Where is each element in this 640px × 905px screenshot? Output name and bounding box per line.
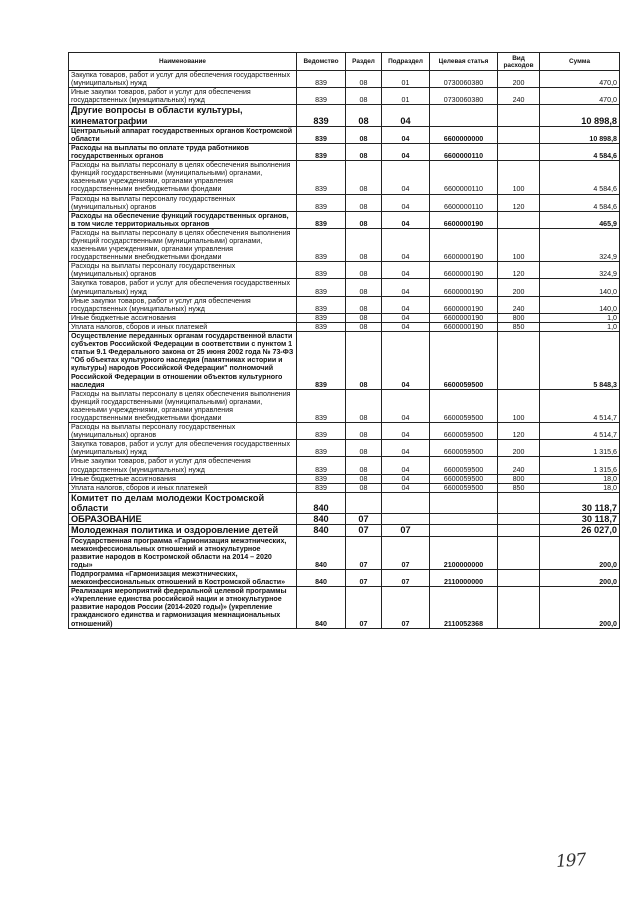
- table-row: [69, 483, 620, 492]
- cell-section: 08: [346, 322, 382, 331]
- cell-target: 6600000190: [430, 211, 498, 228]
- cell-exptype: [498, 587, 540, 628]
- cell-exptype: [498, 514, 540, 525]
- header-exptype: Вид расходов: [498, 53, 540, 71]
- cell-target: 6600000190: [430, 313, 498, 322]
- table-row: [69, 194, 620, 211]
- cell-sum: 324,9: [540, 228, 620, 261]
- cell-sum: 200,0: [540, 570, 620, 587]
- cell-subsection: 04: [382, 228, 430, 261]
- cell-name: ОБРАЗОВАНИЕ: [69, 514, 297, 525]
- cell-sum: 200,0: [540, 587, 620, 628]
- cell-name: Иные закупки товаров, работ и услуг для обеспечения государственных (муниципальных) нужд: [69, 296, 297, 313]
- cell-subsection: 04: [382, 143, 430, 160]
- cell-name: Подпрограмма «Гармонизация межэтнических, межконфессиональных отношений в Костромской области»: [69, 570, 297, 587]
- cell-sum: 470,0: [540, 71, 620, 88]
- table-body: [69, 71, 620, 629]
- cell-dept: 839: [297, 279, 346, 296]
- cell-target: 0730060380: [430, 88, 498, 105]
- cell-target: 6600059500: [430, 457, 498, 474]
- cell-sum: 200,0: [540, 536, 620, 569]
- cell-exptype: 240: [498, 457, 540, 474]
- cell-subsection: 04: [382, 211, 430, 228]
- cell-dept: 839: [297, 211, 346, 228]
- cell-sum: 1,0: [540, 322, 620, 331]
- cell-sum: 10 898,8: [540, 105, 620, 126]
- cell-dept: 840: [297, 570, 346, 587]
- cell-sum: 18,0: [540, 483, 620, 492]
- cell-name: Расходы на выплаты персоналу государственных (муниципальных) органов: [69, 423, 297, 440]
- cell-sum: 1 315,6: [540, 457, 620, 474]
- cell-subsection: 07: [382, 587, 430, 628]
- cell-name: Расходы на выплаты персоналу в целях обеспечения выполнения функций государственными (муниципальными) органами, казенными учреждениями, органами управления государственными внебюджетными фондами: [69, 389, 297, 422]
- cell-sum: 1 315,6: [540, 440, 620, 457]
- cell-subsection: [382, 514, 430, 525]
- cell-subsection: 04: [382, 322, 430, 331]
- cell-dept: 839: [297, 474, 346, 483]
- cell-name: Другие вопросы в области культуры, кинематографии: [69, 105, 297, 126]
- table-row: [69, 389, 620, 422]
- header-sum: Сумма: [540, 53, 620, 71]
- cell-section: 08: [346, 474, 382, 483]
- cell-sum: 30 118,7: [540, 514, 620, 525]
- cell-dept: 840: [297, 525, 346, 536]
- cell-target: 6600059500: [430, 483, 498, 492]
- cell-target: 2100000000: [430, 536, 498, 569]
- cell-target: [430, 492, 498, 513]
- cell-target: 6600059500: [430, 440, 498, 457]
- table-row: [69, 587, 620, 628]
- cell-exptype: 100: [498, 389, 540, 422]
- cell-target: [430, 105, 498, 126]
- table-row: [69, 296, 620, 313]
- cell-sum: 4 514,7: [540, 423, 620, 440]
- cell-sum: 465,9: [540, 211, 620, 228]
- cell-section: 08: [346, 161, 382, 194]
- cell-sum: 4 584,6: [540, 194, 620, 211]
- cell-subsection: 04: [382, 332, 430, 390]
- cell-subsection: 01: [382, 71, 430, 88]
- cell-subsection: 04: [382, 296, 430, 313]
- cell-name: Расходы на выплаты персоналу в целях обеспечения выполнения функций государственными (муниципальными) органами, казенными учреждениями, органами управления государственными внебюджетными фондами: [69, 161, 297, 194]
- cell-target: 2110052368: [430, 587, 498, 628]
- table-row: [69, 536, 620, 569]
- cell-section: 08: [346, 389, 382, 422]
- cell-target: 2110000000: [430, 570, 498, 587]
- cell-dept: 839: [297, 322, 346, 331]
- cell-exptype: [498, 126, 540, 143]
- cell-target: [430, 525, 498, 536]
- table-row: [69, 279, 620, 296]
- cell-subsection: 07: [382, 570, 430, 587]
- cell-dept: 839: [297, 228, 346, 261]
- cell-dept: 839: [297, 313, 346, 322]
- cell-dept: 839: [297, 194, 346, 211]
- cell-subsection: 04: [382, 105, 430, 126]
- table-row: [69, 440, 620, 457]
- cell-name: Комитет по делам молодежи Костромской области: [69, 492, 297, 513]
- cell-sum: 4 584,6: [540, 161, 620, 194]
- cell-dept: 839: [297, 262, 346, 279]
- cell-dept: 839: [297, 296, 346, 313]
- header-section: Раздел: [346, 53, 382, 71]
- cell-subsection: 01: [382, 88, 430, 105]
- cell-sum: 26 027,0: [540, 525, 620, 536]
- table-row: [69, 474, 620, 483]
- cell-name: Расходы на выплаты персоналу государственных (муниципальных) органов: [69, 262, 297, 279]
- cell-section: 08: [346, 296, 382, 313]
- cell-dept: 839: [297, 126, 346, 143]
- cell-name: Молодежная политика и оздоровление детей: [69, 525, 297, 536]
- cell-section: 08: [346, 440, 382, 457]
- cell-exptype: [498, 332, 540, 390]
- cell-target: 6600000190: [430, 296, 498, 313]
- cell-section: 08: [346, 143, 382, 160]
- cell-section: 08: [346, 332, 382, 390]
- cell-subsection: 07: [382, 536, 430, 569]
- cell-section: [346, 492, 382, 513]
- cell-section: 08: [346, 211, 382, 228]
- cell-exptype: [498, 525, 540, 536]
- table-row: [69, 211, 620, 228]
- cell-subsection: [382, 492, 430, 513]
- table-row: [69, 71, 620, 88]
- cell-target: 6600000190: [430, 322, 498, 331]
- cell-section: 08: [346, 228, 382, 261]
- table-row: [69, 262, 620, 279]
- cell-dept: 839: [297, 423, 346, 440]
- cell-sum: 30 118,7: [540, 492, 620, 513]
- cell-dept: 839: [297, 457, 346, 474]
- cell-section: 08: [346, 105, 382, 126]
- table-row: [69, 313, 620, 322]
- cell-exptype: 200: [498, 440, 540, 457]
- cell-exptype: 200: [498, 279, 540, 296]
- cell-name: Закупка товаров, работ и услуг для обеспечения государственных (муниципальных) нужд: [69, 71, 297, 88]
- cell-subsection: 04: [382, 126, 430, 143]
- cell-name: Иные закупки товаров, работ и услуг для обеспечения государственных (муниципальных) нужд: [69, 457, 297, 474]
- cell-exptype: 120: [498, 423, 540, 440]
- cell-name: Иные бюджетные ассигнования: [69, 313, 297, 322]
- table-row: [69, 514, 620, 525]
- cell-exptype: 100: [498, 228, 540, 261]
- cell-target: 0730060380: [430, 71, 498, 88]
- cell-exptype: 800: [498, 313, 540, 322]
- table-row: [69, 143, 620, 160]
- cell-exptype: 120: [498, 262, 540, 279]
- cell-dept: 840: [297, 492, 346, 513]
- cell-dept: 839: [297, 71, 346, 88]
- table-row: [69, 423, 620, 440]
- cell-section: 08: [346, 423, 382, 440]
- cell-section: 08: [346, 126, 382, 143]
- cell-target: 6600000110: [430, 143, 498, 160]
- cell-name: Центральный аппарат государственных органов Костромской области: [69, 126, 297, 143]
- cell-sum: 324,9: [540, 262, 620, 279]
- cell-section: 08: [346, 194, 382, 211]
- page-number: 197: [555, 849, 587, 873]
- cell-sum: 140,0: [540, 296, 620, 313]
- cell-target: 6600000110: [430, 161, 498, 194]
- cell-target: 6600059500: [430, 389, 498, 422]
- cell-subsection: 07: [382, 525, 430, 536]
- cell-section: 08: [346, 457, 382, 474]
- cell-target: 6600000110: [430, 194, 498, 211]
- cell-section: 08: [346, 88, 382, 105]
- cell-section: 08: [346, 71, 382, 88]
- cell-subsection: 04: [382, 474, 430, 483]
- cell-exptype: 800: [498, 474, 540, 483]
- cell-name: Осуществление переданных органам государственной власти субъектов Российской Федерации в соответствии с пунктом 1 статьи 9.1 Федерального закона от 25 июня 2002 года № 73-ФЗ "Об объектах культурного наследия (памятниках истории и культуры) народов Российской Федерации" полномочий Российской Федерации в отношении объектов культурного наследия: [69, 332, 297, 390]
- cell-target: [430, 514, 498, 525]
- cell-sum: 470,0: [540, 88, 620, 105]
- cell-subsection: 04: [382, 279, 430, 296]
- cell-exptype: 850: [498, 322, 540, 331]
- cell-name: Закупка товаров, работ и услуг для обеспечения государственных (муниципальных) нужд: [69, 440, 297, 457]
- cell-sum: 10 898,8: [540, 126, 620, 143]
- cell-dept: 840: [297, 587, 346, 628]
- cell-target: 6600059500: [430, 474, 498, 483]
- cell-exptype: [498, 492, 540, 513]
- cell-dept: 839: [297, 389, 346, 422]
- cell-sum: 1,0: [540, 313, 620, 322]
- cell-sum: 4 584,6: [540, 143, 620, 160]
- cell-dept: 839: [297, 143, 346, 160]
- cell-section: 07: [346, 587, 382, 628]
- cell-sum: 4 514,7: [540, 389, 620, 422]
- header-name: Наименование: [69, 53, 297, 71]
- cell-subsection: 04: [382, 423, 430, 440]
- cell-section: 07: [346, 514, 382, 525]
- cell-name: Расходы на выплаты персоналу государственных (муниципальных) органов: [69, 194, 297, 211]
- cell-exptype: [498, 105, 540, 126]
- table-row: [69, 457, 620, 474]
- cell-exptype: [498, 211, 540, 228]
- cell-section: 07: [346, 536, 382, 569]
- cell-sum: 140,0: [540, 279, 620, 296]
- table-row: [69, 322, 620, 331]
- cell-name: Реализация мероприятий федеральной целевой программы «Укрепление единства российской нации и этнокультурное развитие народов России (2014-2020 годы)» (укрепление гражданского единства и гармонизация межнациональных отношений): [69, 587, 297, 628]
- cell-dept: 839: [297, 161, 346, 194]
- cell-dept: 839: [297, 88, 346, 105]
- table-row: [69, 105, 620, 126]
- cell-subsection: 04: [382, 483, 430, 492]
- cell-section: 08: [346, 313, 382, 322]
- cell-subsection: 04: [382, 194, 430, 211]
- header-dept: Ведомство: [297, 53, 346, 71]
- cell-subsection: 04: [382, 313, 430, 322]
- cell-section: 08: [346, 483, 382, 492]
- cell-exptype: 240: [498, 296, 540, 313]
- cell-subsection: 04: [382, 457, 430, 474]
- cell-exptype: 120: [498, 194, 540, 211]
- cell-name: Уплата налогов, сборов и иных платежей: [69, 483, 297, 492]
- header-subsection: Подраздел: [382, 53, 430, 71]
- cell-exptype: [498, 143, 540, 160]
- cell-subsection: 04: [382, 440, 430, 457]
- header-target: Целевая статья: [430, 53, 498, 71]
- table-row: [69, 126, 620, 143]
- table-row: [69, 525, 620, 536]
- table-header-row: [69, 53, 620, 71]
- table-row: [69, 570, 620, 587]
- cell-name: Закупка товаров, работ и услуг для обеспечения государственных (муниципальных) нужд: [69, 279, 297, 296]
- cell-section: 08: [346, 279, 382, 296]
- cell-target: 6600000190: [430, 279, 498, 296]
- cell-dept: 840: [297, 536, 346, 569]
- table-row: [69, 88, 620, 105]
- cell-dept: 839: [297, 440, 346, 457]
- cell-exptype: [498, 570, 540, 587]
- cell-subsection: 04: [382, 161, 430, 194]
- cell-target: 6600000190: [430, 228, 498, 261]
- cell-exptype: [498, 536, 540, 569]
- cell-target: 6600059500: [430, 423, 498, 440]
- cell-name: Уплата налогов, сборов и иных платежей: [69, 322, 297, 331]
- cell-name: Расходы на обеспечение функций государственных органов, в том числе территориальных органов: [69, 211, 297, 228]
- cell-sum: 5 848,3: [540, 332, 620, 390]
- cell-section: 08: [346, 262, 382, 279]
- cell-sum: 18,0: [540, 474, 620, 483]
- cell-dept: 839: [297, 105, 346, 126]
- cell-name: Иные бюджетные ассигнования: [69, 474, 297, 483]
- cell-exptype: 850: [498, 483, 540, 492]
- cell-name: Иные закупки товаров, работ и услуг для обеспечения государственных (муниципальных) нужд: [69, 88, 297, 105]
- table-row: [69, 228, 620, 261]
- cell-subsection: 04: [382, 262, 430, 279]
- budget-table: [68, 52, 620, 629]
- table-row: [69, 332, 620, 390]
- cell-subsection: 04: [382, 389, 430, 422]
- cell-target: 6600000190: [430, 262, 498, 279]
- cell-exptype: 200: [498, 71, 540, 88]
- cell-target: 6600059500: [430, 332, 498, 390]
- cell-section: 07: [346, 570, 382, 587]
- cell-name: Расходы на выплаты персоналу в целях обеспечения выполнения функций государственными (муниципальными) органами, казенными учреждениями, органами управления государственными внебюджетными фондами: [69, 228, 297, 261]
- cell-exptype: 100: [498, 161, 540, 194]
- cell-exptype: 240: [498, 88, 540, 105]
- cell-dept: 839: [297, 332, 346, 390]
- table-row: [69, 492, 620, 513]
- cell-dept: 840: [297, 514, 346, 525]
- cell-name: Расходы на выплаты по оплате труда работников государственных органов: [69, 143, 297, 160]
- cell-target: 6600000000: [430, 126, 498, 143]
- cell-section: 07: [346, 525, 382, 536]
- cell-dept: 839: [297, 483, 346, 492]
- table-row: [69, 161, 620, 194]
- cell-name: Государственная программа «Гармонизация межэтнических, межконфессиональных отношений и этнокультурное развитие народов в Костромской области на 2014 – 2020 годы»: [69, 536, 297, 569]
